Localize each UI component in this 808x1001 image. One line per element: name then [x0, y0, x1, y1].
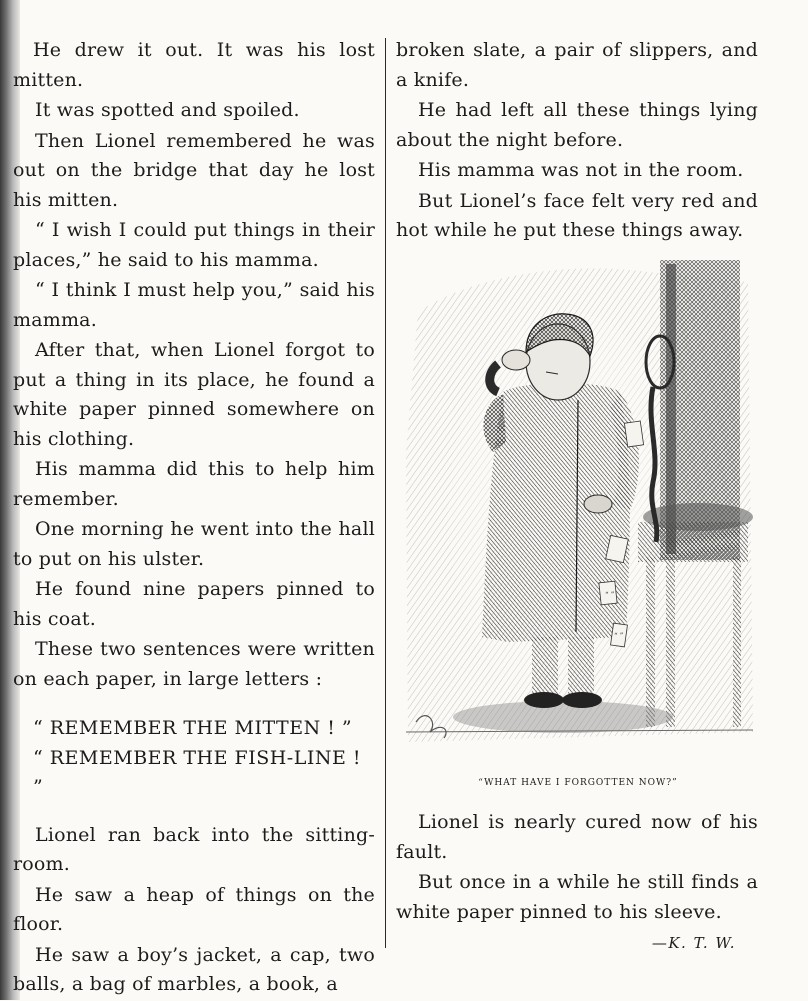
paragraph: He drew it out. It was his lost mitten. [13, 39, 375, 91]
paragraph: “ I wish I could put things in their places,” he said to his mamma. [13, 219, 375, 271]
paper-note-text: “ ” [605, 591, 615, 599]
paragraph: He had left all these things lying about the night before. [396, 99, 758, 151]
paragraph: broken slate, a pair of slippers, and a knife. [396, 39, 758, 91]
engraving-illustration [398, 252, 758, 772]
paragraph: He saw a boy’s jacket, a cap, two balls, a bag of marbles, a book, a [13, 943, 375, 995]
paragraph: These two sentences were written on each paper, in large letters : [13, 638, 375, 690]
right-column-bottom [396, 808, 758, 974]
quote-block [13, 714, 375, 803]
pinned-paper [624, 421, 643, 447]
right-column-top [396, 36, 758, 247]
paragraph: He saw a heap of things on the floor. [13, 883, 375, 935]
paragraph: “ I think I must help you,” said his mamma. [13, 279, 375, 331]
quoted-sentence: “ REMEMBER THE MITTEN ! ” [33, 717, 353, 739]
paragraph: Then Lionel remembered he was out on the bridge that day he lost his mitten. [13, 129, 375, 211]
paragraph: But Lionel’s face felt very red and hot while he put these things away. [396, 189, 758, 241]
illustration-boy-with-notes [398, 252, 758, 772]
paper-note-text: “ ” [614, 632, 624, 640]
paragraph: Lionel is nearly cured now of his fault. [396, 811, 758, 863]
paragraph: One morning he went into the hall to put on his ulster. [13, 518, 375, 570]
author-signature: —K. T. W. [651, 934, 736, 952]
paragraph: But once in a while he still finds a white paper pinned to his sleeve. [396, 871, 758, 923]
paragraph: He found nine papers pinned to his coat. [13, 578, 375, 630]
column-divider [385, 38, 386, 948]
paragraph: His mamma was not in the room. [418, 159, 744, 181]
paragraph: After that, when Lionel forgot to put a thing in its place, he found a white paper pinned somewhere on his clothing. [13, 339, 375, 450]
paragraph: It was spotted and spoiled. [35, 99, 300, 121]
left-column [13, 36, 375, 1001]
paragraph: Lionel ran back into the sitting-room. [13, 823, 375, 875]
paragraph: His mamma did this to help him remember. [13, 458, 375, 510]
quoted-sentence: “ REMEMBER THE FISH-LINE ! ” [33, 746, 362, 798]
illustration-caption: “WHAT HAVE I FORGOTTEN NOW?” [478, 778, 678, 788]
